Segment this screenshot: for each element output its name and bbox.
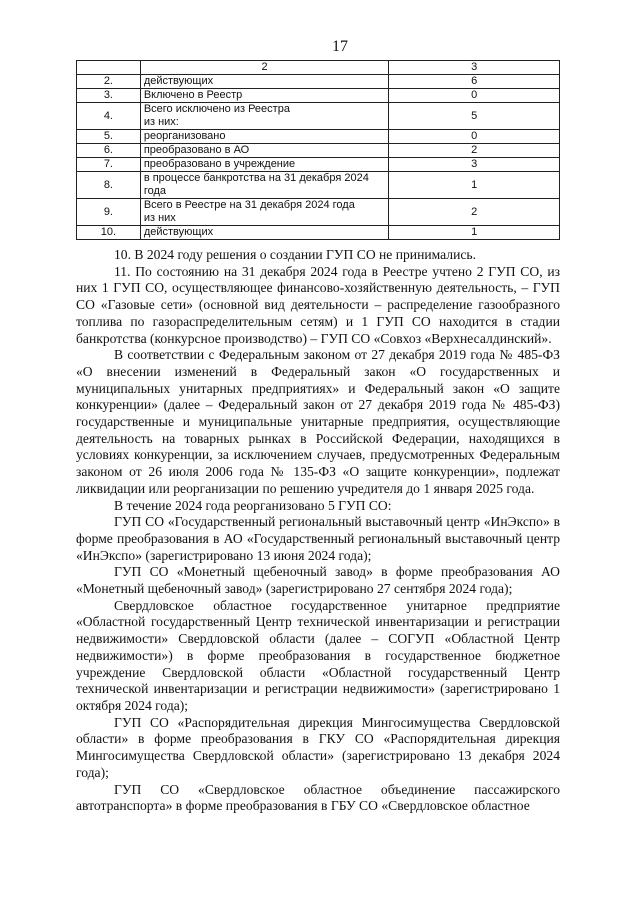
header-cell: 2 <box>140 61 389 75</box>
row-label: реорганизовано <box>143 130 226 142</box>
row-number: 4. <box>77 103 141 130</box>
row-value: 5 <box>389 103 560 130</box>
row-label: Всего в Реестре на 31 декабря 2024 года <box>143 199 355 211</box>
table-row <box>77 226 560 240</box>
header-cell <box>77 61 141 75</box>
paragraph: ГУП СО «Монетный щебеночный завод» в форме преобразования АО «Монетный щебеночный завод» (зарегистрировано 27 сентября 2024 года); <box>76 564 560 597</box>
row-label-cell <box>140 144 389 158</box>
row-number: 8. <box>77 172 141 199</box>
row-value: 6 <box>389 75 560 89</box>
row-label-cell <box>140 199 389 226</box>
table-row <box>77 158 560 172</box>
row-value: 0 <box>389 130 560 144</box>
row-number: 3. <box>77 89 141 103</box>
paragraph: ГУП СО «Свердловское областное объединение пассажирского автотранспорта» в форме преобразования в ГБУ СО «Свердловское областное <box>76 781 560 814</box>
table-row <box>77 103 560 130</box>
row-number: 9. <box>77 199 141 226</box>
row-label-cell <box>140 89 389 103</box>
page-number: 17 <box>332 38 348 55</box>
row-label: действующих <box>143 226 214 238</box>
row-number: 10. <box>77 226 141 240</box>
registry-table <box>76 60 560 240</box>
paragraph: Свердловское областное государственное унитарное предприятие «Областной государственный Центр технической инвентаризации и регистрации недвижимости» Свердловской области (далее – СОГУП «Областной Центр недвижимости») в форме преобразования в государственное бюджетное учреждение Свердловской области «Областной государственный Центр технической инвентаризации и регистрации недвижимости» (зарегистрировано 1 октября 2024 года); <box>76 597 560 713</box>
row-sublabel: из них <box>143 212 176 224</box>
row-label-cell <box>140 103 389 130</box>
body-text <box>76 247 560 815</box>
paragraph: ГУП СО «Распорядительная дирекция Мингосимущества Свердловской области» в форме преобразования в ГКУ СО «Распорядительная дирекция Мингосимущества Свердловской области» (зарегистрировано 13 декабря 2024 года); <box>76 714 560 780</box>
row-label-cell <box>140 158 389 172</box>
row-number: 6. <box>77 144 141 158</box>
paragraph: 10. В 2024 году решения о создании ГУП СО не принимались. <box>114 247 476 262</box>
paragraph: ГУП СО «Государственный региональный выставочный центр «ИнЭкспо» в форме преобразования в АО «Государственный региональный выставочный центр «ИнЭкспо» (зарегистрировано 13 июня 2024 года); <box>76 514 560 563</box>
row-value: 1 <box>389 172 560 199</box>
paragraph: В соответствии с Федеральным законом от 27 декабря 2019 года № 485-ФЗ «О внесении изменений в Федеральный закон «О государственных и муниципальных унитарных предприятиях» и Федеральный закон «О защите конкуренции» (далее – Федеральный закон от 27 декабря 2019 года № 485-ФЗ) государственные и муниципальные унитарные предприятия, осуществляющие деятельность на товарных рынках в Российской Федерации, находящихся в условиях конкуренции, за исключением случаев, предусмотренных Федеральным законом от 26 июля 2006 года № 135-ФЗ «О защите конкуренции», подлежат ликвидации или реорганизации по решению учредителя до 1 января 2025 года. <box>76 347 560 496</box>
row-value: 2 <box>389 199 560 226</box>
table-row <box>77 172 560 199</box>
row-label-cell <box>140 75 389 89</box>
row-label: в процессе банкротства на 31 декабря 2024 года <box>143 172 369 197</box>
row-label: действующих <box>143 75 214 87</box>
row-number: 5. <box>77 130 141 144</box>
row-value: 1 <box>389 226 560 240</box>
row-number: 7. <box>77 158 141 172</box>
row-sublabel: из них: <box>143 116 179 128</box>
table-header-row <box>77 61 560 75</box>
paragraph: В течение 2024 года реорганизовано 5 ГУП СО: <box>114 497 392 513</box>
row-label-cell <box>140 172 389 199</box>
table-row <box>77 75 560 89</box>
header-cell: 3 <box>389 61 560 75</box>
row-label-cell <box>140 130 389 144</box>
table-row <box>77 130 560 144</box>
row-label-cell <box>140 226 389 240</box>
row-label: преобразовано в учреждение <box>143 158 296 170</box>
table-row <box>77 199 560 226</box>
row-label: Всего исключено из Реестра <box>143 103 290 115</box>
row-value: 0 <box>389 89 560 103</box>
table-row <box>77 144 560 158</box>
paragraph: 11. По состоянию на 31 декабря 2024 года в Реестре учтено 2 ГУП СО, из них 1 ГУП СО, осуществляющее финансово-хозяйственную деятельность, – ГУП СО «Газовые сети» (основной вид деятельности – распределение газообразного топлива по газораспределительным сетям) и 1 ГУП СО находится в стадии банкротства (конкурсное производство) – ГУП СО «Совхоз «Верхнесалдинский». <box>76 263 560 346</box>
row-value: 2 <box>389 144 560 158</box>
row-label: Включено в Реестр <box>143 89 243 101</box>
row-number: 2. <box>77 75 141 89</box>
table-row <box>77 89 560 103</box>
row-value: 3 <box>389 158 560 172</box>
row-label: преобразовано в АО <box>143 144 250 156</box>
